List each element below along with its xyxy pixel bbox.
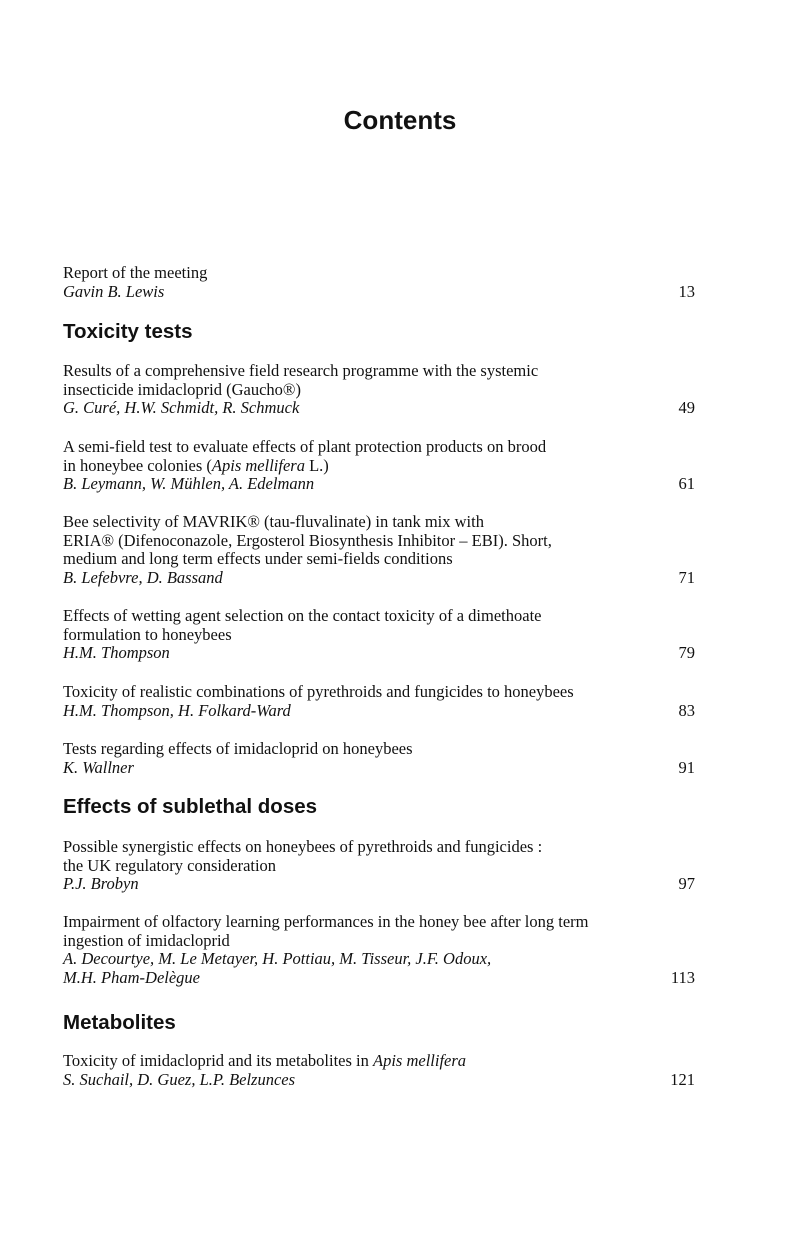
entry-page-number: 83 (678, 700, 695, 720)
entry-page-number: 61 (678, 474, 695, 494)
entry-page-number: 113 (670, 967, 695, 987)
entry-title-line: A semi-field test to evaluate effects of plant protection products on brood (63, 437, 547, 456)
entry-authors: H.M. Thompson (63, 643, 170, 663)
entry-page-number: 121 (670, 1069, 695, 1089)
entry-title-line: formulation to honeybees (63, 624, 232, 644)
toc-entry (63, 438, 695, 494)
entry-title-line: insecticide imidacloprid (Gaucho®) (63, 379, 301, 399)
toc-entry (63, 264, 695, 301)
entry-title-line: medium and long term effects under semi-fields conditions (63, 549, 453, 569)
page-title: Contents (343, 105, 457, 135)
entry-title-line: Results of a comprehensive field research programme with the systemic (63, 361, 539, 380)
entry-authors-row (63, 759, 695, 778)
toc-entry (63, 838, 695, 894)
entry-authors: H.M. Thompson, H. Folkard-Ward (63, 700, 291, 720)
entry-authors: K. Wallner (63, 757, 134, 777)
entry-authors: P.J. Brobyn (63, 874, 139, 894)
entry-page-number: 97 (678, 874, 695, 894)
entry-authors-row (63, 569, 695, 588)
entry-title-line: ERIA® (Difenoconazole, Ergosterol Biosynthesis Inhibitor – EBI). Short, (63, 530, 552, 550)
section-heading-metabolites: Metabolites (63, 1011, 176, 1034)
species-name: Apis mellifera (211, 455, 305, 475)
entry-authors-row (63, 399, 695, 418)
entry-title-line: Impairment of olfactory learning performances in the honey bee after long term (63, 912, 589, 931)
entry-authors-row (63, 702, 695, 721)
entry-authors: Gavin B. Lewis (63, 281, 165, 301)
entry-authors-row (63, 644, 695, 663)
entry-authors: B. Leymann, W. Mühlen, A. Edelmann (63, 474, 315, 494)
toc-entry (63, 683, 695, 720)
entry-authors: G. Curé, H.W. Schmidt, R. Schmuck (63, 398, 300, 418)
entry-authors-row (63, 969, 695, 988)
toc-entry (63, 362, 695, 418)
entry-title-line: Effects of wetting agent selection on the contact toxicity of a dimethoate (63, 606, 542, 625)
entry-page-number: 71 (678, 567, 695, 587)
entry-title-line: Toxicity of realistic combinations of pyrethroids and fungicides to honeybees (63, 682, 574, 701)
entry-authors: A. Decourtye, M. Le Metayer, H. Pottiau, M. Tisseur, J.F. Odoux, (63, 949, 492, 969)
entry-title: Report of the meeting (63, 263, 208, 282)
entry-title-line: ingestion of imidacloprid (63, 930, 230, 950)
entry-page-number: 49 (678, 398, 695, 418)
entry-title-line: Toxicity of imidacloprid and its metabolites in Apis mellifera (63, 1051, 467, 1070)
entry-title-line: Bee selectivity of MAVRIK® (tau-fluvalinate) in tank mix with (63, 512, 484, 531)
entry-authors-row (63, 875, 695, 894)
entry-page-number: 79 (678, 643, 695, 663)
entry-page-number: 91 (678, 757, 695, 777)
entry-authors-row (63, 1071, 695, 1090)
entry-title-line: Tests regarding effects of imidacloprid on honeybees (63, 739, 413, 758)
entry-authors-row (63, 475, 695, 494)
toc-entry (63, 513, 695, 587)
toc-entry (63, 1052, 695, 1089)
section-heading-sublethal-doses: Effects of sublethal doses (63, 795, 318, 818)
toc-entry (63, 913, 695, 987)
section-heading-toxicity-tests: Toxicity tests (63, 320, 193, 343)
species-name: Apis mellifera (373, 1051, 467, 1070)
entry-title-line: in honeybee colonies (Apis mellifera L.) (63, 455, 329, 475)
entry-authors-row (63, 283, 695, 302)
entry-authors: B. Lefebvre, D. Bassand (63, 567, 223, 587)
entry-authors: S. Suchail, D. Guez, L.P. Belzunces (63, 1069, 296, 1089)
entry-title-line: Possible synergistic effects on honeybees of pyrethroids and fungicides : (63, 837, 543, 856)
entry-title-line: the UK regulatory consideration (63, 855, 277, 875)
entry-page-number: 13 (678, 281, 695, 301)
entry-authors: M.H. Pham-Delègue (63, 967, 200, 987)
toc-entry (63, 607, 695, 663)
toc-entry (63, 740, 695, 777)
